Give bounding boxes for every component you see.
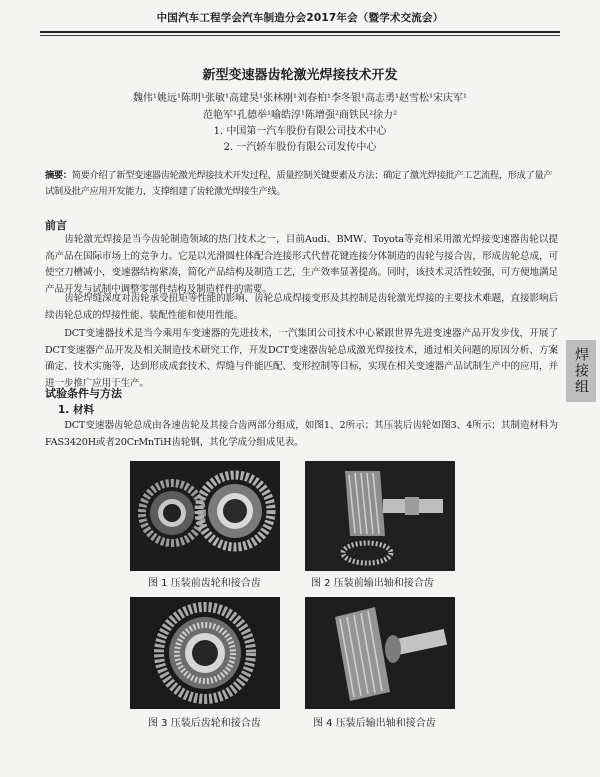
section-heading-preface: 前言	[45, 219, 67, 232]
section-side-tab: 焊接组	[566, 340, 596, 402]
section-heading-conditions: 试验条件与方法	[45, 387, 122, 400]
abstract	[45, 168, 557, 200]
header-rule	[40, 31, 560, 33]
figure-1-photo	[130, 461, 280, 571]
figure-4-caption: 图 4 压装后输出轴和接合齿	[313, 718, 436, 729]
figure-3-caption: 图 3 压装后齿轮和接合齿	[148, 718, 261, 729]
materials-paragraph: DCT变速器齿轮总成由各速齿轮及其接合齿两部分组成，如图1、2所示；其压装后齿轮如图3、4所示；其制造材料为FAS3420H或者20CrMnTiH齿轮钢，其化学成分组成见表。	[45, 420, 558, 448]
authors-line-1: 魏伟¹姚远¹陈明¹张敏¹高建昊¹张林刚¹刘春柏¹李冬银¹高志勇¹赵雪松¹宋庆军¹	[132, 93, 468, 104]
preface-paragraph-1: 齿轮激光焊接是当今齿轮制造领域的热门技术之一，目前Audi、BMW、Toyota等竞相采用激光焊接变速器齿轮以提高产品在国际市场上的竞争力。它是以光滑圆柱体配合连接形式代替花键连接分体制造的齿轮与接合齿，形成齿轮总成，可使空刀槽减小，变速器结构紧凑，简化产品结构及制造工艺，生产效率显著提高。同时，该技术灵活性较强，可方便地满足产品开发与试制中调整零部件结构及制造样件的需要。	[45, 234, 558, 295]
preface-paragraph-2: 齿轮焊缝深度对齿轮承受扭矩等性能的影响、齿轮总成焊接变形及其控制是齿轮激光焊接的主要技术难题，直接影响后续齿轮总成的焊接性能、装配性能和使用性能。	[45, 293, 558, 321]
affiliation-1: 1. 中国第一汽车股份有限公司技术中心	[213, 126, 387, 137]
paper-title: 新型变速器齿轮激光焊接技术开发	[202, 68, 398, 83]
figure-2-photo	[305, 461, 455, 571]
abstract-text: 简要介绍了新型变速器齿轮激光焊接技术开发过程、质量控制关键要素及方法；确定了激光焊接批产工艺流程，形成了量产试制及批产应用开发能力，支撑组建了齿轮激光焊接生产线。	[45, 170, 553, 197]
figure-4-photo	[305, 597, 455, 709]
preface-paragraph-3: DCT变速器技术是当今乘用车变速器的先进技术，一汽集团公司技术中心紧跟世界先进变速器产品开发步伐，开展了DCT变速器产品开发及相关制造技术研究工作，开发DCT变速器齿轮总成激光焊接技术，通过相关问题的原因分析、方案确定、技术实施等，达到形成成套技术、焊缝与件能匹配、变形控制等目标，实现在相关变速器产品试制生产中的应用，并进一步推广应用于生产。	[45, 328, 558, 389]
affiliation-2: 2. 一汽轿车股份有限公司发传中心	[223, 142, 377, 153]
authors-line-2: 范艳军¹孔德举¹喻皓淳¹陈增强²商铁民²徐力²	[202, 110, 398, 121]
running-header: 中国汽车工程学会汽车制造分会2017年会（暨学术交流会）	[156, 12, 444, 24]
figure-2-caption: 图 2 压装前输出轴和接合齿	[311, 578, 434, 589]
subsection-heading-materials: 1. 材料	[58, 404, 94, 416]
header-rule-thin	[40, 35, 560, 36]
figure-3-photo	[130, 597, 280, 709]
figure-1-caption: 图 1 压装前齿轮和接合齿	[148, 578, 261, 589]
abstract-label: 摘要：	[45, 170, 72, 181]
